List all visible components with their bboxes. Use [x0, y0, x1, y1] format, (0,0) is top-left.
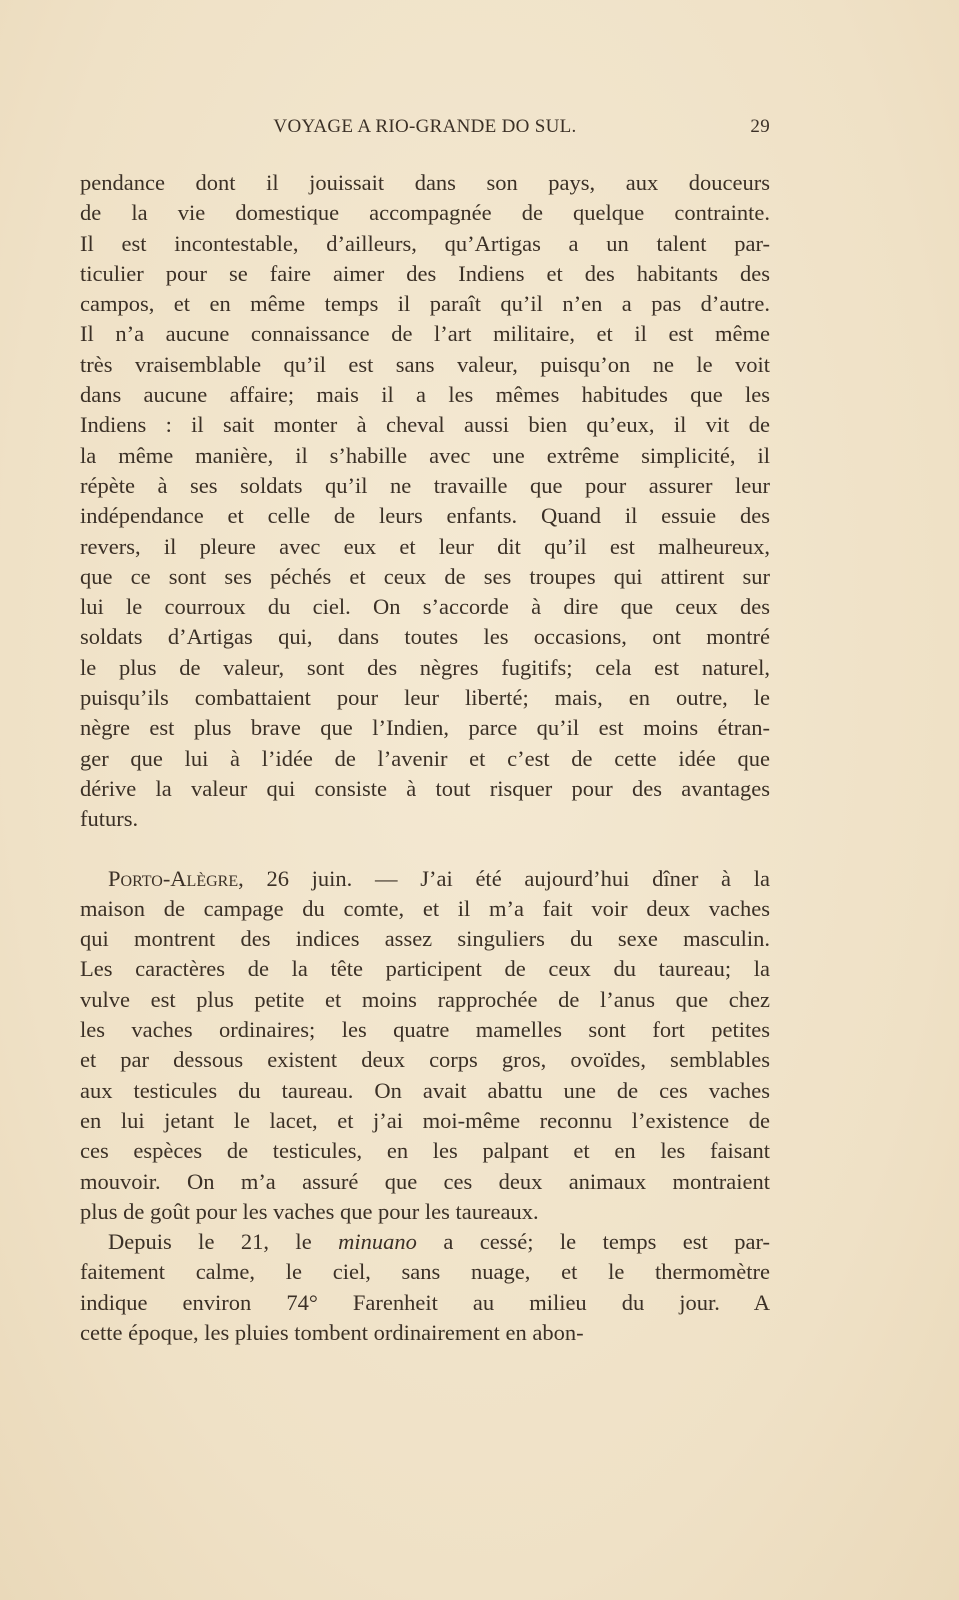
text-run: , 26 juin. — J’ai été aujourd’hui dîner à la	[238, 865, 770, 891]
text-run: puisqu’ils combattaient pour leur liberté; mais, en outre, le	[80, 685, 770, 711]
text-run: ces espèces de testicules, en les palpant et en les faisant	[80, 1138, 770, 1164]
text-run: faitement calme, le ciel, sans nuage, et le thermomètre	[80, 1259, 770, 1285]
text-run: revers, il pleure avec eux et leur dit qu’il est malheureux,	[80, 533, 770, 559]
text-line	[80, 1045, 770, 1075]
text-run: Depuis le 21, le	[108, 1229, 339, 1255]
text-run: pendance dont il jouissait dans son pays, aux douceurs	[80, 170, 770, 195]
text-line	[80, 289, 770, 319]
text-run: les vaches ordinaires; les quatre mamelles sont fort petites	[80, 1017, 770, 1043]
text-line	[80, 1318, 770, 1348]
text-run: campos, et en même temps il paraît qu’il n’en a pas d’autre.	[80, 291, 770, 317]
text-line	[80, 501, 770, 531]
text-line	[80, 985, 770, 1015]
text-run: indépendance et celle de leurs enfants. Quand il essuie des	[80, 503, 770, 529]
text-run: vulve est plus petite et moins rapprochée de l’anus que chez	[80, 986, 770, 1012]
text-line	[80, 229, 770, 259]
page-number: 29	[750, 116, 770, 137]
text-line	[80, 259, 770, 289]
text-line	[80, 1015, 770, 1045]
body-text	[80, 168, 770, 1348]
text-line	[80, 471, 770, 501]
text-run: la même manière, il s’habille avec une extrême simplicité, il	[80, 442, 770, 468]
text-line	[80, 1227, 770, 1257]
text-run: répète à ses soldats qu’il ne travaille que pour assurer leur	[80, 472, 770, 498]
text-line	[80, 713, 770, 743]
text-line	[80, 198, 770, 228]
text-line	[80, 924, 770, 954]
text-line	[80, 744, 770, 774]
text-line	[80, 410, 770, 440]
text-line	[80, 653, 770, 683]
paragraph	[80, 1227, 770, 1348]
text-run: Il n’a aucune connaissance de l’art militaire, et il est même	[80, 321, 770, 347]
text-run: mouvoir. On m’a assuré que ces deux animaux montraient	[80, 1168, 770, 1194]
text-line	[80, 1076, 770, 1106]
page-header	[80, 116, 770, 142]
text-line	[80, 774, 770, 804]
paragraph	[80, 864, 770, 1228]
text-run: Il est incontestable, d’ailleurs, qu’Artigas a un talent par-	[80, 230, 770, 256]
text-run: Les caractères de la tête participent de ceux du taureau; la	[80, 956, 770, 982]
text-run: maison de campage du comte, et il m’a fait voir deux vaches	[80, 895, 770, 921]
text-run: aux testicules du taureau. On avait abattu une de ces vaches	[80, 1077, 770, 1103]
text-line	[80, 319, 770, 349]
text-run: indique environ 74° Farenheit au milieu du jour. A	[80, 1289, 770, 1315]
text-line	[80, 1288, 770, 1318]
text-line	[80, 350, 770, 380]
text-run: ticulier pour se faire aimer des Indiens et des habitants des	[80, 260, 770, 286]
italic-term: minuano	[338, 1229, 417, 1255]
text-run: ger que lui à l’idée de l’avenir et c’est de cette idée que	[80, 745, 770, 771]
text-line	[80, 954, 770, 984]
text-line	[80, 562, 770, 592]
text-run: dans aucune affaire; mais il a les mêmes habitudes que les	[80, 382, 770, 408]
text-run: de la vie domestique accompagnée de quelque contrainte.	[80, 200, 770, 226]
text-run: dérive la valeur qui consiste à tout risquer pour des avantages	[80, 775, 770, 801]
text-line	[80, 1257, 770, 1287]
text-line	[80, 168, 770, 198]
place-name: Porto-Alègre	[108, 865, 239, 891]
text-run: et par dessous existent deux corps gros, ovoïdes, semblables	[80, 1047, 770, 1073]
text-run: nègre est plus brave que l’Indien, parce qu’il est moins étran-	[80, 715, 770, 741]
text-line	[80, 683, 770, 713]
running-title: VOYAGE A RIO-GRANDE DO SUL.	[273, 116, 577, 137]
text-run: Indiens : il sait monter à cheval aussi bien qu’eux, il vit de	[80, 412, 770, 438]
text-line	[80, 380, 770, 410]
text-run: cette époque, les pluies tombent ordinairement en abon-	[80, 1319, 584, 1345]
text-line	[80, 592, 770, 622]
text-run: soldats d’Artigas qui, dans toutes les occasions, ont montré	[80, 624, 770, 650]
text-line	[80, 622, 770, 652]
text-line	[80, 532, 770, 562]
text-line	[80, 804, 770, 834]
text-run: que ce sont ses péchés et ceux de ses troupes qui attirent sur	[80, 563, 770, 589]
text-run: plus de goût pour les vaches que pour les taureaux.	[80, 1198, 539, 1224]
text-line	[80, 894, 770, 924]
paragraph	[80, 168, 770, 835]
text-run: en lui jetant le lacet, et j’ai moi-même reconnu l’existence de	[80, 1107, 770, 1133]
text-line	[80, 441, 770, 471]
text-run: qui montrent des indices assez singuliers du sexe masculin.	[80, 926, 770, 952]
text-line	[80, 1167, 770, 1197]
text-line	[80, 1106, 770, 1136]
text-line	[80, 864, 770, 894]
text-run: a cessé; le temps est par-	[416, 1229, 770, 1255]
text-run: très vraisemblable qu’il est sans valeur, puisqu’on ne le voit	[80, 351, 770, 377]
text-line	[80, 1136, 770, 1166]
text-run: futurs.	[80, 806, 139, 832]
text-line	[80, 1197, 770, 1227]
text-run: le plus de valeur, sont des nègres fugitifs; cela est naturel,	[80, 654, 770, 680]
text-run: lui le courroux du ciel. On s’accorde à dire que ceux des	[80, 594, 770, 620]
